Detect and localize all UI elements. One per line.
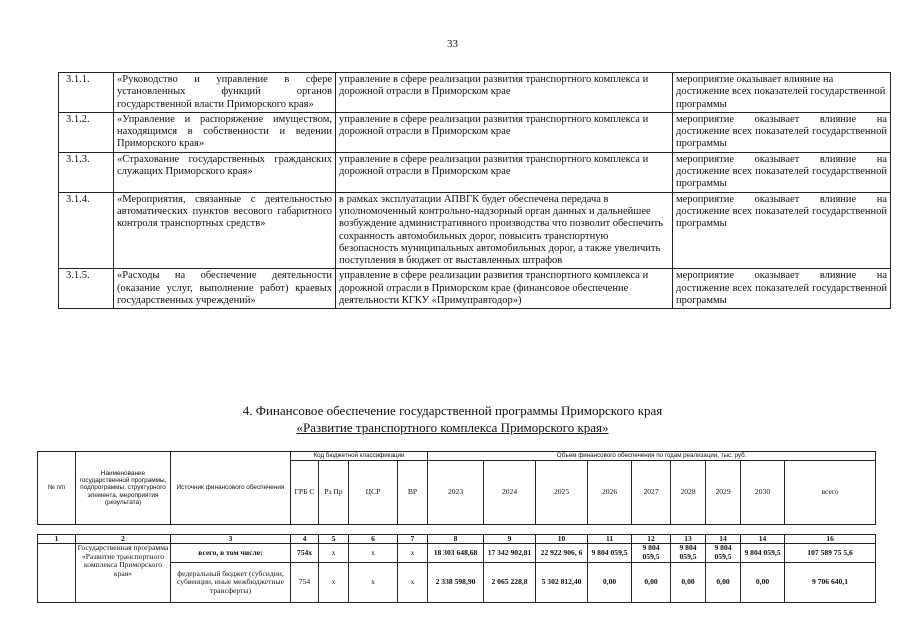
- amount-total: 9 706 640,1: [785, 563, 876, 603]
- row-number: [38, 544, 76, 603]
- amount-2023: 2 338 598,90: [428, 563, 484, 603]
- amount-2029: 9 804 059,5: [706, 544, 741, 563]
- page-number: 33: [447, 38, 458, 50]
- column-index: 14: [741, 535, 785, 544]
- amount-2030: 0,00: [741, 563, 785, 603]
- column-index: 14: [706, 535, 741, 544]
- column-index: 10: [536, 535, 588, 544]
- activity-row: [59, 152, 891, 192]
- header-year: 2027: [632, 461, 671, 525]
- grbs-value: 754х: [291, 544, 319, 563]
- activity-number: 3.1.3.: [59, 152, 114, 192]
- header-year: 2029: [706, 461, 741, 525]
- activity-result: управление в сфере реализации развития транспортного комплекса и дорожной отрасли в Приморском крае: [336, 152, 673, 192]
- activity-name: «Мероприятия, связанные с деятельностью автоматических пунктов весового габаритного контроля транспортных средств»: [114, 192, 336, 269]
- vr-value: х: [398, 563, 428, 603]
- column-index: 2: [76, 535, 171, 544]
- amount-2027: 9 804 059,5: [632, 544, 671, 563]
- amount-2028: 9 804 059,5: [671, 544, 706, 563]
- activity-row: [59, 112, 891, 152]
- header-vr: ВР: [398, 461, 428, 525]
- activity-number: 3.1.1.: [59, 73, 114, 113]
- column-index: 13: [671, 535, 706, 544]
- column-index: 7: [398, 535, 428, 544]
- activity-row: [59, 73, 891, 113]
- header-name: Наименование государственной программы, подпрограммы, структурного элемента, мероприятия (результата): [76, 452, 171, 525]
- activity-name: «Расходы на обеспечение деятельности (оказание услуг, выполнение работ) краевых государственных учреждений»: [114, 269, 336, 309]
- table-row: [38, 544, 876, 563]
- activity-result: управление в сфере реализации развития транспортного комплекса и дорожной отрасли в Приморском крае (финансовое обеспечение деятельности КГКУ «Примуправтодор»): [336, 269, 673, 309]
- amount-2023: 18 303 648,68: [428, 544, 484, 563]
- amount-2029: 0,00: [706, 563, 741, 603]
- header-year: 2030: [741, 461, 785, 525]
- program-name: Государственная программа «Развитие транспортного комплекса Приморского края»: [76, 544, 171, 603]
- vr-value: х: [398, 544, 428, 563]
- amount-2027: 0,00: [632, 563, 671, 603]
- finance-table: [37, 451, 876, 603]
- header-total: всего: [785, 461, 876, 525]
- column-index: 9: [484, 535, 536, 544]
- activity-influence: мероприятие оказывает влияние на достижение всех показателей государственной программы: [673, 112, 891, 152]
- activity-row: [59, 192, 891, 269]
- amount-2024: 17 342 902,81: [484, 544, 536, 563]
- activity-name: «Страхование государственных гражданских служащих Приморского края»: [114, 152, 336, 192]
- grbs-value: 754: [291, 563, 319, 603]
- activity-number: 3.1.2.: [59, 112, 114, 152]
- header-year: 2026: [588, 461, 632, 525]
- activity-number: 3.1.5.: [59, 269, 114, 309]
- activity-influence: мероприятие оказывает влияние на достижение всех показателей государственной программы: [673, 152, 891, 192]
- header-year: 2025: [536, 461, 588, 525]
- rzpr-value: х: [319, 544, 349, 563]
- activity-influence: мероприятие оказывает влияние на достижение всех показателей государственной программы: [673, 73, 891, 113]
- header-year: 2023: [428, 461, 484, 525]
- funding-source: федеральный бюджет (субсидии, субвенции, иные межбюджетные трансферты): [171, 563, 291, 603]
- column-index: 11: [588, 535, 632, 544]
- header-budget-code: Код бюджетной классификации: [291, 452, 428, 461]
- amount-2026: 9 804 059,5: [588, 544, 632, 563]
- header-csr: ЦСР: [349, 461, 398, 525]
- activity-result: в рамках эксплуатации АПВГК будет обеспечена передача в уполномоченный контрольно-надзорный орган данных и дальнейшее возбуждение административного производства что позволит обеспечить сохранность автомобильных дорог, повысить транспортную безопасность муниципальных автомобильных дорог, а также увеличить поступления в бюджет от выставленных штрафов: [336, 192, 673, 269]
- activity-name: «Управление и распоряжение имуществом, находящимся в собственности и ведении Приморского края»: [114, 112, 336, 152]
- amount-2025: 22 922 906, 6: [536, 544, 588, 563]
- section-title: 4. Финансовое обеспечение государственной программы Приморского края: [242, 403, 663, 418]
- amount-2026: 0,00: [588, 563, 632, 603]
- column-index: 6: [349, 535, 398, 544]
- activity-influence: мероприятие оказывает влияние на достижение всех показателей государственной программы: [673, 269, 891, 309]
- activity-row: [59, 269, 891, 309]
- column-index: 4: [291, 535, 319, 544]
- activity-influence: мероприятие оказывает влияние на достижение всех показателей государственной программы: [673, 192, 891, 269]
- activity-result: управление в сфере реализации развития транспортного комплекса и дорожной отрасли в Приморском крае: [336, 73, 673, 113]
- header-rzpr: Рз Пр: [319, 461, 349, 525]
- amount-2030: 9 804 059,5: [741, 544, 785, 563]
- column-index: 3: [171, 535, 291, 544]
- amount-2028: 0,00: [671, 563, 706, 603]
- column-index: 5: [319, 535, 349, 544]
- csr-value: х: [349, 544, 398, 563]
- header-source: Источник финансового обеспечения: [171, 452, 291, 525]
- csr-value: х: [349, 563, 398, 603]
- activity-result: управление в сфере реализации развития транспортного комплекса и дорожной отрасли в Приморском крае: [336, 112, 673, 152]
- activities-table: [58, 72, 891, 309]
- column-index: 8: [428, 535, 484, 544]
- activity-name: «Руководство и управление в сфере установленных функций органов государственной власти Приморского края»: [114, 73, 336, 113]
- header-year: 2028: [671, 461, 706, 525]
- amount-2025: 5 302 812,40: [536, 563, 588, 603]
- program-title: «Развитие транспортного комплекса Приморского края»: [296, 420, 609, 435]
- header-year: 2024: [484, 461, 536, 525]
- amount-total: 107 589 75 5,6: [785, 544, 876, 563]
- amount-2024: 2 065 228,8: [484, 563, 536, 603]
- column-index: 1: [38, 535, 76, 544]
- header-num: № п/п: [38, 452, 76, 525]
- header-volume: Объем финансового обеспечения по годам реализации, тыс. руб.: [428, 452, 876, 461]
- rzpr-value: х: [319, 563, 349, 603]
- funding-source: всего, в том числе:: [171, 544, 291, 563]
- activity-number: 3.1.4.: [59, 192, 114, 269]
- header-grbs: ГРБ С: [291, 461, 319, 525]
- column-index: 12: [632, 535, 671, 544]
- column-index: 16: [785, 535, 876, 544]
